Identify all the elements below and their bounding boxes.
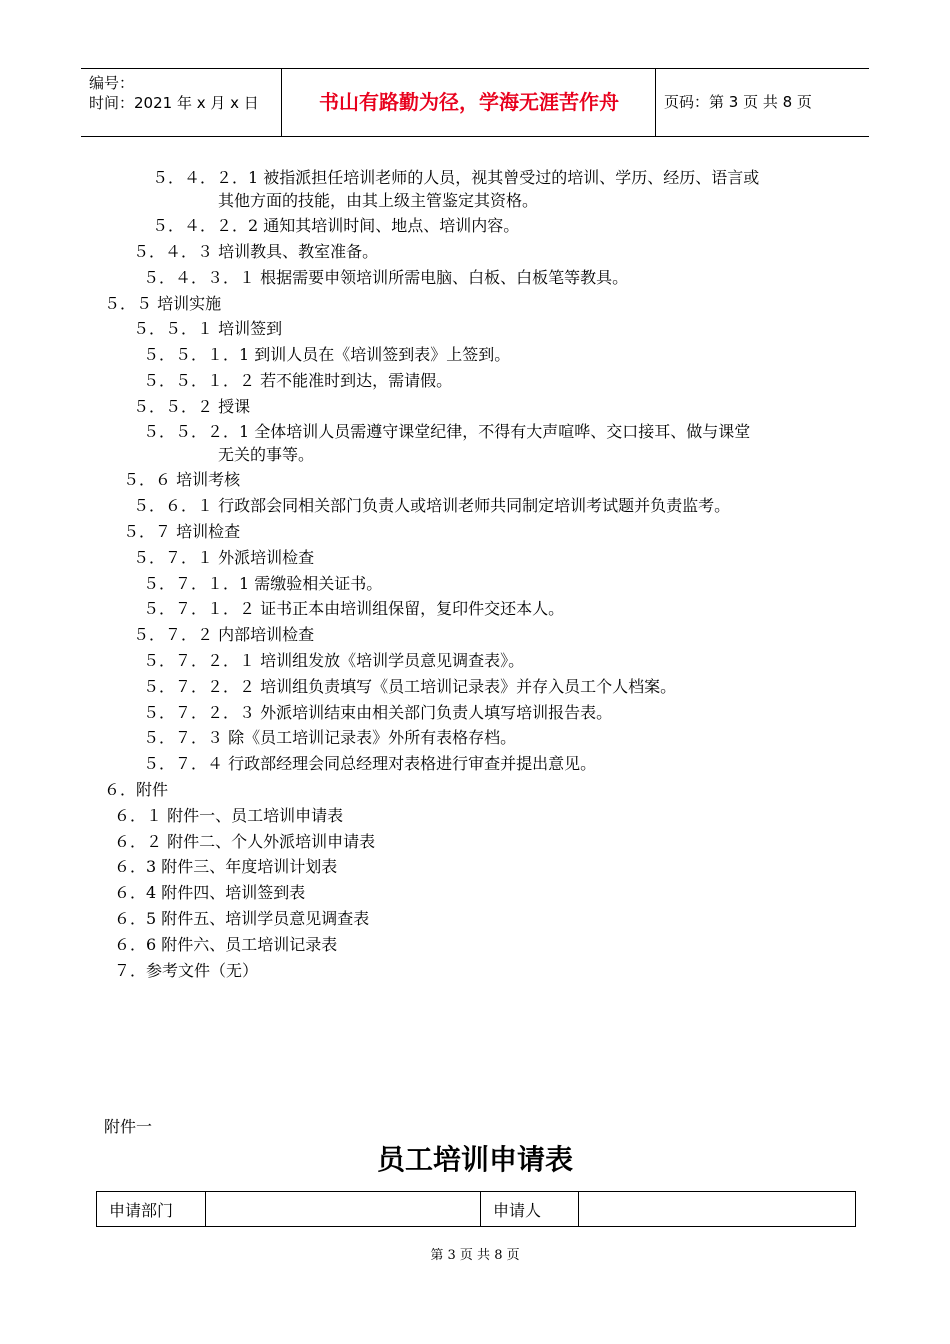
body-line: ５．７．３ 除《员工培训记录表》外所有表格存档。 [143,728,517,747]
dept-label-cell: 申请部门 [97,1192,206,1227]
appendix-label: 附件一 [104,1117,153,1136]
body-line: ５．４．３．１ 根据需要申领培训所需电脑、白板、白板笔等教具。 [143,268,629,287]
body-line: ６．4 附件四、培训签到表 [114,883,306,902]
body-line: ５．７．１．２ 证书正本由培训组保留，复印件交还本人。 [143,599,565,618]
form-title: 员工培训申请表 [376,1143,573,1176]
body-line: ５．７．２ 内部培训检查 [133,625,315,644]
page-header [81,68,869,137]
header-page-number: 页码：第 3 页 共 8 页 [664,93,812,111]
body-line: ５．５．２．1 全体培训人员需遵守课堂纪律，不得有大声喧哗、交口接耳、做与课堂 [143,422,751,441]
body-line: ５．７．２．３ 外派培训结束由相关部门负责人填写培训报告表。 [143,703,613,722]
body-line: ５．４．３ 培训教具、教室准备。 [133,242,379,261]
body-line: ５．７．１．1 需缴验相关证书。 [143,574,383,593]
section-heading: ５．５ 培训实施 [104,294,222,313]
body-line: ６．１ 附件一、员工培训申请表 [114,806,344,825]
body-line: ５．６．１ 行政部会同相关部门负责人或培训老师共同制定培训考试题并负责监考。 [133,496,731,515]
body-line: ５．７．２．２ 培训组负责填写《员工培训记录表》并存入员工个人档案。 [143,677,677,696]
dept-value-cell[interactable] [206,1192,481,1227]
header-motto: 书山有路勤为径，学海无涯苦作舟 [319,90,619,114]
body-line: 其他方面的技能，由其上级主管鉴定其资格。 [218,191,539,210]
body-line: ５．７．１ 外派培训检查 [133,548,315,567]
body-line: ６．5 附件五、培训学员意见调查表 [114,909,370,928]
applicant-label-cell: 申请人 [481,1192,579,1227]
header-divider [655,69,656,136]
applicant-value-cell[interactable] [579,1192,856,1227]
body-line: ６．２ 附件二、个人外派培训申请表 [114,832,376,851]
body-line: ５．４．２．1 被指派担任培训老师的人员，视其曾受过的培训、学历、经历、语言或 [152,168,760,187]
table-row [97,1192,856,1227]
body-line: ６．6 附件六、员工培训记录表 [114,935,338,954]
section-heading: ５．６ 培训考核 [123,470,241,489]
body-line: ５．５．１ 培训签到 [133,319,283,338]
body-line: ５．５．２ 授课 [133,397,251,416]
body-line: ６．3 附件三、年度培训计划表 [114,857,338,876]
header-meta [89,73,259,113]
body-line: ５．７．２．１ 培训组发放《培训学员意见调查表》。 [143,651,525,670]
application-form-table [96,1191,856,1227]
section-heading: ７．参考文件（无） [114,961,259,980]
body-line: ５．７．４ 行政部经理会同总经理对表格进行审查并提出意见。 [143,754,597,773]
page-footer: 第 3 页 共 8 页 [430,1248,520,1263]
section-heading: ５．７ 培训检查 [123,522,241,541]
header-number: 编号： [89,74,135,92]
body-line: ５．５．１．1 到训人员在《培训签到表》上签到。 [143,345,511,364]
header-divider [281,69,282,136]
header-time: 时间：2021 年 x 月 x 日 [89,94,259,112]
body-line: ５．４．２．2 通知其培训时间、地点、培训内容。 [152,216,520,235]
body-line: ５．５．１．２ 若不能准时到达，需请假。 [143,371,453,390]
section-heading: ６．附件 [104,780,169,799]
body-line: 无关的事等。 [218,445,315,464]
